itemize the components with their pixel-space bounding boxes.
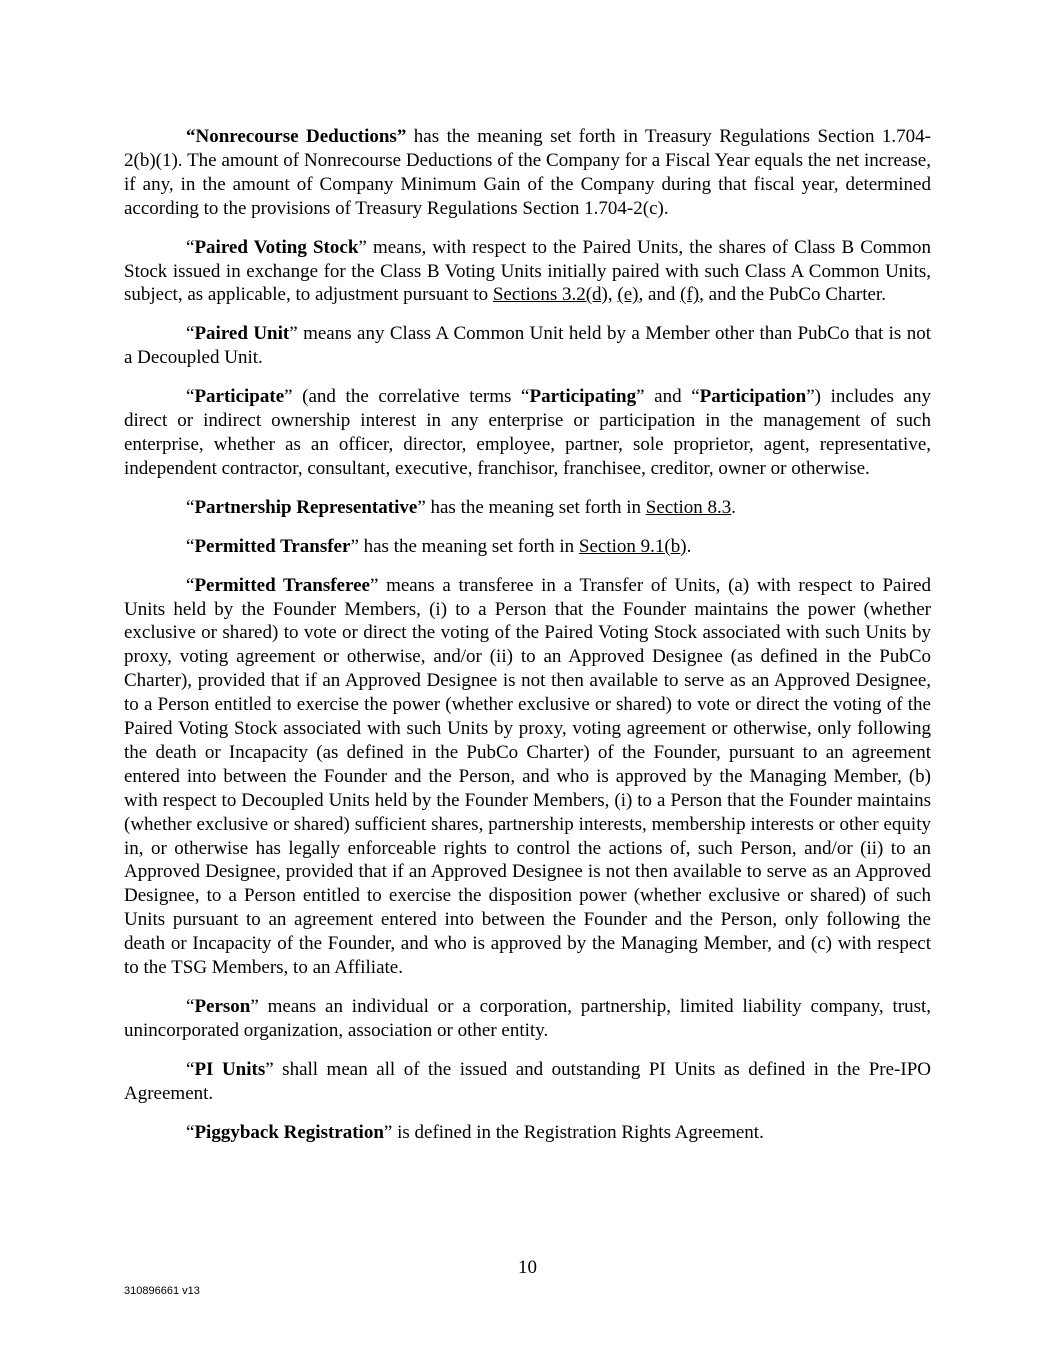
quote: “ (186, 323, 195, 345)
defined-term: Paired Unit (194, 323, 290, 345)
definition-text: ”) includes any direct or indirect ownership interest in any enterprise or participation in the management of such enterprise, whether as an officer, director, employee, partner, sole proprietor, agent, representative, independent contractor, consultant, executive, franchisor, franchisee, creditor, owner or otherwise. (124, 386, 931, 479)
definition-person (124, 995, 931, 1043)
definition-nonrecourse-deductions (124, 125, 931, 221)
quote: “ (186, 996, 195, 1017)
definition-participate (124, 385, 931, 481)
defined-term: Person (194, 996, 251, 1017)
defined-term: Participation (699, 386, 807, 408)
section-reference: Sections 3.2(d), (492, 284, 613, 306)
quote: “ (186, 496, 195, 518)
definition-piggyback-registration (124, 1121, 931, 1145)
definition-text: ” is defined in the Registration Rights Agreement. (383, 1121, 764, 1143)
definition-partnership-representative (124, 496, 931, 520)
defined-term: Participate (194, 386, 285, 408)
quote: “ (186, 386, 195, 408)
definition-text: ” means, with respect to the Paired Units, the shares of Class B Common Stock issued in exchange for the Class B Voting Units initially paired with such Class A Common Units, subject, as applicable, to adjustment pursuant to (124, 236, 931, 306)
defined-term: Piggyback Registration (194, 1121, 384, 1143)
definition-text: , and (638, 284, 681, 306)
defined-term: PI Units (194, 1058, 266, 1080)
definition-permitted-transfer (124, 535, 931, 559)
document-body (124, 125, 931, 1160)
definition-text: ” has the meaning set forth in (417, 496, 646, 518)
quote: “ (186, 535, 195, 557)
definition-paired-unit (124, 322, 931, 370)
section-reference: Section 8.3 (645, 496, 732, 518)
quote: “ (186, 1121, 195, 1143)
definition-text: has the meaning set forth in Treasury Regulations Section 1.704-2(b)(1). The amount of Nonrecourse Deductions of the Company for a Fiscal Year equals the net increase, if any, in the amount of Company Minimum Gain of the Company during that fiscal year, determined according to the provisions of Treasury Regulations Section 1.704-2(c). (124, 126, 932, 219)
definition-text: . (731, 496, 737, 518)
defined-term: Partnership Representative (194, 496, 418, 518)
definition-paired-voting-stock (124, 236, 931, 308)
definition-text: , and the PubCo Charter. (699, 284, 886, 306)
page-number: 10 (518, 1257, 537, 1278)
definition-permitted-transferee (124, 574, 931, 980)
defined-term: Participating (529, 386, 637, 408)
defined-term: “Nonrecourse Deductions” (186, 126, 407, 147)
section-reference: (e) (617, 284, 639, 306)
defined-term: Permitted Transfer (194, 535, 351, 557)
definition-text: ” means a transferee in a Transfer of Units, (a) with respect to Paired Units held by the Founder Members, (i) to a Person that the Founder maintains the power (whether exclusive or shared) to vote or direct the voting of the Paired Voting Stock associated with such Units by proxy, voting agreement or otherwise, and/or (ii) to an Approved Designee (as defined in the PubCo Charter), provided that if an Approved Designee is not then available to serve as an Approved Designee, to a Person entitled to exercise the power (whether exclusive or shared) to vote or direct the voting of the Paired Voting Stock associated with such Units by proxy, voting agreement or otherwise, only following the death or Incapacity (as defined in the PubCo Charter) of the Founder, pursuant to an agreement entered into between the Founder and the Person, and who is approved by the Managing Member, (b) with respect to Decoupled Units held by the Founder Members, (i) to a Person that the Founder maintains (whether exclusive or shared) sufficient shares, partnership interests, membership interests or other equity in, or otherwise has legally enforceable rights to control the actions of, such Person, and/or (ii) to an Approved Designee, provided that if an Approved Designee is not then available to serve as an Approved Designee, to a Person entitled to exercise the disposition power (whether exclusive or shared) of such Units pursuant to an agreement entered into between the Founder and the Person, only following the death or Incapacity of the Founder, and who is approved by the Managing Member, and (c) with respect to the TSG Members, to an Affiliate. (124, 574, 932, 979)
defined-term: Paired Voting Stock (194, 236, 359, 258)
definition-text: ” has the meaning set forth in (350, 535, 579, 557)
quote: “ (186, 574, 195, 596)
definition-pi-units (124, 1058, 931, 1106)
definition-text: ” (and the correlative terms “ (284, 386, 530, 408)
definition-text: ” and “ (636, 386, 700, 408)
definition-text: ” shall mean all of the issued and outstanding PI Units as defined in the Pre-IPO Agreement. (124, 1058, 931, 1104)
section-reference: Section 9.1(b) (578, 535, 687, 557)
section-reference: (f) (680, 284, 700, 306)
document-id: 310896661 v13 (124, 1285, 200, 1297)
definition-text: ” means an individual or a corporation, partnership, limited liability company, trust, unincorporated organization, association or other entity. (124, 996, 931, 1041)
definition-text: . (686, 535, 692, 557)
quote: “ (186, 1058, 195, 1080)
definition-text: ” means any Class A Common Unit held by a Member other than PubCo that is not a Decoupled Unit. (124, 323, 932, 369)
quote: “ (186, 236, 195, 258)
defined-term: Permitted Transferee (194, 574, 370, 596)
